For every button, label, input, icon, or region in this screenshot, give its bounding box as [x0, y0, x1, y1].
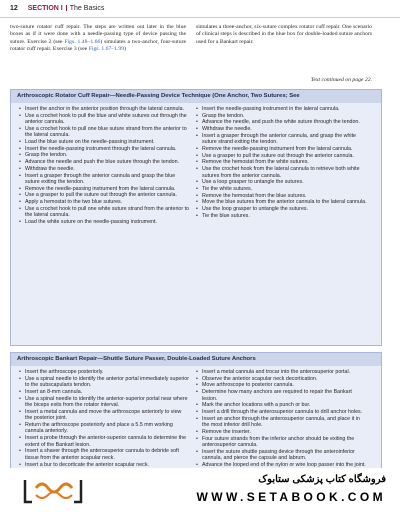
step-item: • Grasp the tendon. — [19, 152, 190, 159]
page-number: 12 — [10, 5, 18, 12]
step-item: • Insert a metal cannula and trocar into the anterosuperior portal. — [196, 369, 367, 376]
store-url[interactable]: WWW.SETABOOK.COM — [196, 490, 386, 504]
step-item: • Four suture strands from the inferior anchor should be exiting the anterosuperior cannula. — [196, 436, 367, 449]
step-item: • Return the arthroscope posteriorly and place a 5.5 mm working cannula anteriorly. — [19, 422, 190, 435]
step-item: • Use a loop grasper to untangle the sutures. — [196, 179, 367, 186]
step-item: • Grasp the tendon. — [196, 113, 367, 120]
step-item: • Use a spinal needle to identify the anterior portal immediately superior to the subscapularis tendon. — [19, 376, 190, 389]
rotator-cuff-box — [10, 89, 382, 346]
step-item: • Remove the inserter. — [196, 429, 367, 436]
step-item: • Withdraw the needle. — [19, 166, 190, 173]
section-label: SECTION I — [27, 5, 63, 12]
store-name: فروشگاه کتاب پزشکی ستابوک — [258, 474, 386, 485]
step-item: • Determine how many anchors are required to repair the Bankart lesion. — [196, 389, 367, 402]
header-rule — [0, 17, 400, 18]
intro-right-column: simulates a three-anchor, six-suture complex rotator cuff repair. One scenario of clinical steps is described in the blue box for double-loaded suture anchors used for a Bankart repair. — [196, 24, 372, 45]
step-item: • Tie the white sutures. — [196, 186, 367, 193]
steps-list-left — [19, 106, 190, 225]
step-item: • Remove the needle-passing instrument from the lateral cannula. — [19, 186, 190, 193]
running-header — [10, 5, 104, 12]
step-item: • Insert the needle-passing instrument through the lateral cannula. — [19, 146, 190, 153]
step-item: • Remove the hemostat from the blue sutures. — [196, 193, 367, 200]
step-item: • Insert a probe through the anterior-superior cannula to determine the extent of the Bankart lesion. — [19, 435, 190, 448]
step-item: • Move the blue sutures from the anterior cannula to the lateral cannula. — [196, 199, 367, 206]
step-item: • Insert a drill through the anterosuperior cannula to drill anchor holes. — [196, 409, 367, 416]
step-item: • Insert the anchor in the anterior position through the lateral cannula. — [19, 106, 190, 113]
step-item: • Insert a grasper through the anterior cannula and grasp the blue suture exiting the tendon. — [19, 173, 190, 186]
steps-list-left — [19, 369, 190, 475]
step-item: • Insert the arthroscope posteriorly. — [19, 369, 190, 376]
step-item: • Insert an 8-mm cannula. — [19, 389, 190, 396]
step-item: • Use a grasper to pull the suture out through the anterior cannula. — [196, 153, 367, 160]
step-item: • Use a spinal needle to identify the anterior-superior portal near where the biceps exits from the rotator interval. — [19, 396, 190, 409]
step-item: • Insert the needle-passing instrument in the lateral cannula. — [196, 106, 367, 113]
intro-left-column — [10, 24, 186, 53]
step-item: • Use the crochet hook from the lateral cannula to retrieve both white sutures from the anterior cannula. — [196, 166, 367, 179]
step-item: • Use a crochet hook to pull the blue and white sutures out through the anterior cannula. — [19, 113, 190, 126]
step-item: • Load the blue suture on the needle-passing instrument. — [19, 139, 190, 146]
step-item: • Observe the anterior scapular neck decortication. — [196, 376, 367, 383]
step-item: • Tie the blue sutures. — [196, 213, 367, 220]
intro-text: two-suture rotator cuff repair. The steps are written out later in the blue boxes as if it were done with a needle-passing type of device passing the suture. Exercise 2 (see — [10, 24, 186, 45]
step-item: • Use a grasper to pull the suture out through the anterior cannula. — [19, 192, 190, 199]
steps-list-right — [196, 106, 367, 219]
figure-link[interactable]: Figs. 1.48–1.66 — [64, 38, 101, 45]
figure-link[interactable]: Figs. 1.67–1.99 — [88, 45, 125, 52]
step-item: • Insert a grasper through the anterior cannula, and grasp the white suture strand exiting the tendon. — [196, 133, 367, 146]
box-title: Arthroscopic Rotator Cuff Repair—Needle-Passing Device Technique (One Anchor, Two Sutures; See — [11, 90, 381, 103]
setabook-logo — [22, 476, 84, 506]
step-item: • Mark the anchor locations with a punch or bur. — [196, 402, 367, 409]
step-item: • Insert a shaver through the anterosuperior cannula to debride soft tissue from the anterior scapular neck. — [19, 448, 190, 461]
step-item: • Move arthroscope to posterior cannula. — [196, 382, 367, 389]
step-item: • Insert the suture shuttle passing device through the anteroinferior cannula, and pierce the capsule and labrum. — [196, 449, 367, 462]
intro-text: ) simulates a two-anchor, four-suture rotator cuff repair. Exercise 3 (see — [10, 38, 186, 52]
continued-note: Text continued on page 22. — [310, 77, 372, 83]
step-item: • Insert an anchor through the anterosuperior cannula, and place it in the most inferior drill hole. — [196, 416, 367, 429]
steps-list-right — [196, 369, 367, 468]
header-divider — [66, 5, 67, 11]
box-title: Arthroscopic Bankart Repair—Shuttle Suture Passer, Double-Loaded Suture Anchors — [11, 353, 381, 366]
step-item: • Use a crochet hook to pull one blue suture strand from the anterior to the lateral cannula. — [19, 126, 190, 139]
step-item: • Insert a bur to decorticate the anterior scapular neck. — [19, 462, 190, 469]
step-item: • Remove the hemostat from the white sutures. — [196, 159, 367, 166]
step-item: • Use the loop grasper to untangle the sutures. — [196, 206, 367, 213]
intro-text: ) — [124, 45, 127, 52]
step-item: • Load the white suture on the needle-passing instrument. — [19, 219, 190, 226]
section-title: The Basics — [69, 5, 105, 12]
step-item: • Advance the looped end of the nylon or wire loop passer into the joint. — [196, 462, 367, 469]
step-item: • Use a crochet hook to pull one white suture strand from the anterior to the lateral cannula. — [19, 206, 190, 219]
step-item: • Withdraw the needle. — [196, 126, 367, 133]
step-item: • Insert a metal cannula and move the arthroscope anteriorly to view the posterior joint. — [19, 409, 190, 422]
step-item: • Remove the needle-passing instrument from the lateral cannula. — [196, 146, 367, 153]
step-item: • Advance the needle and push the blue suture through the tendon. — [19, 159, 190, 166]
step-item: • Apply a hemostat to the two blue sutures. — [19, 199, 190, 206]
step-item: • Advance the needle, and push the white suture through the tendon. — [196, 119, 367, 126]
